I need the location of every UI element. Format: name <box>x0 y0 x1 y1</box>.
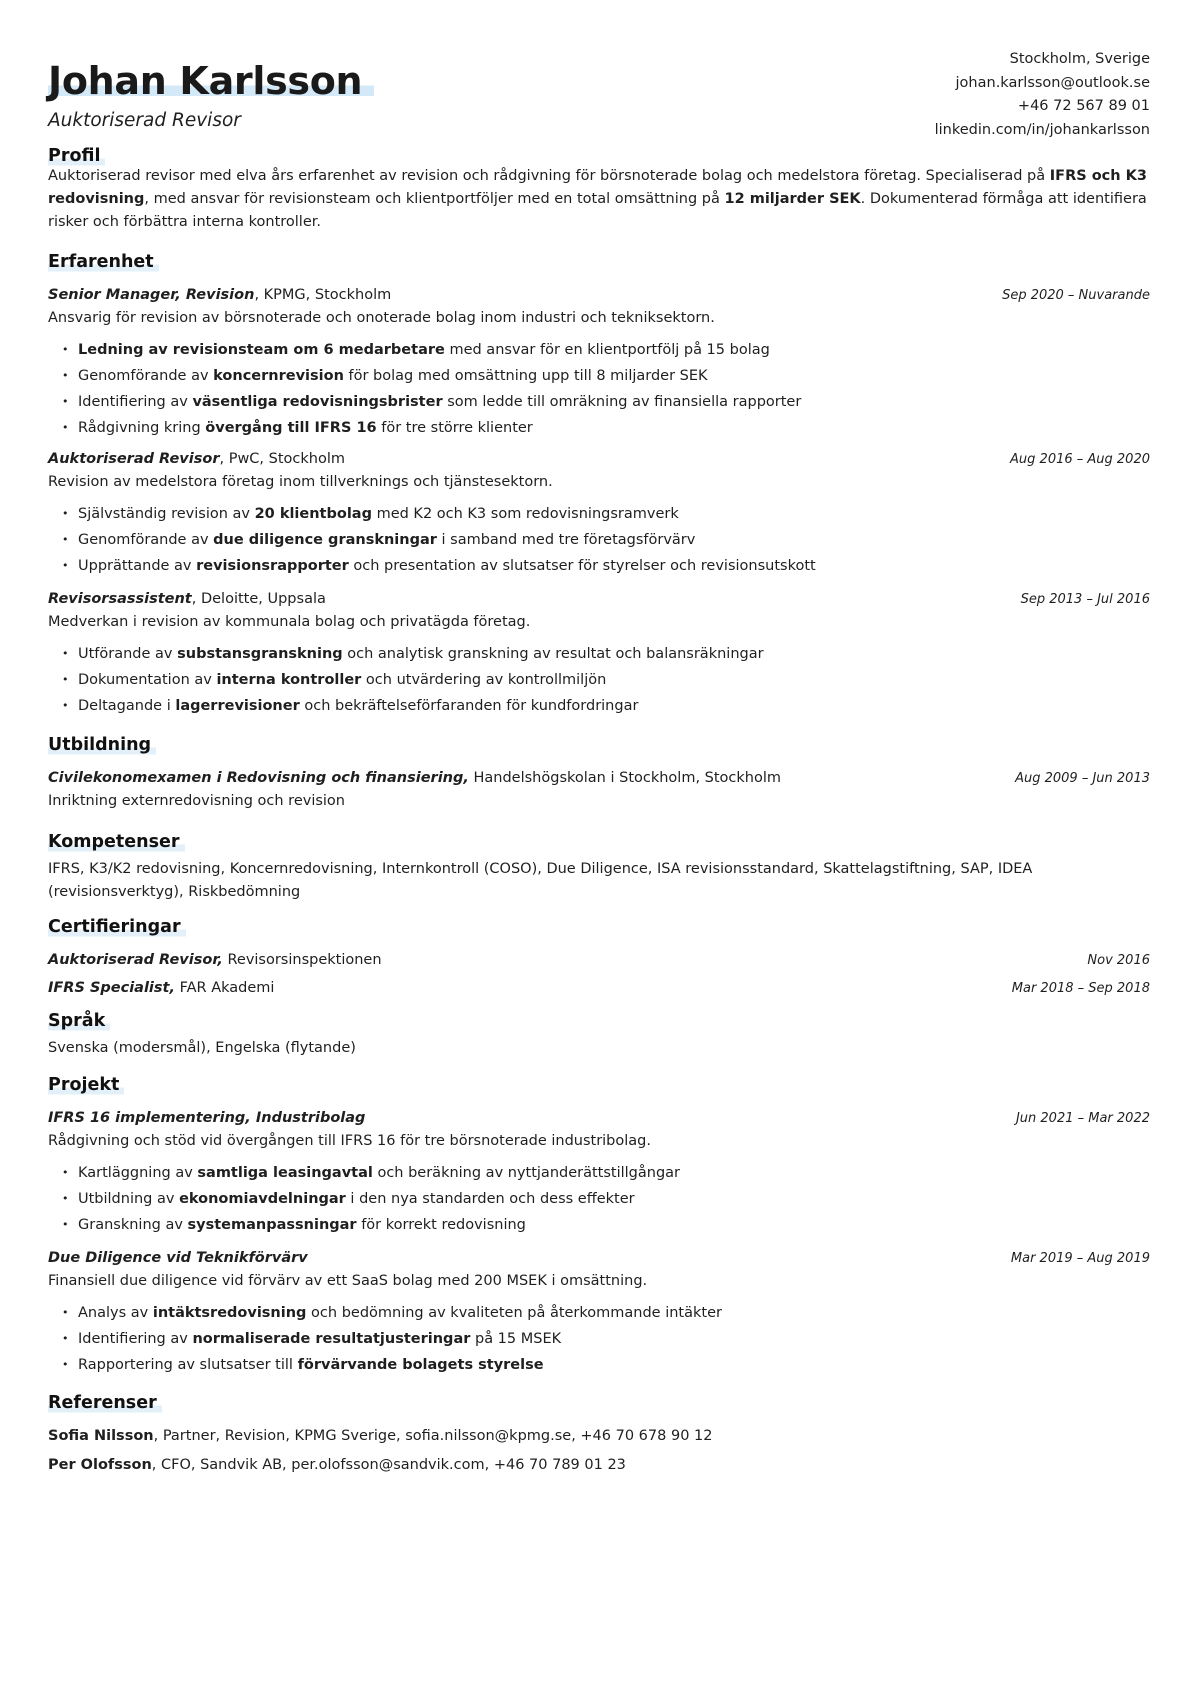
profile-text-part: Auktoriserad revisor med elva års erfarenhet av revision och rådgivning för börsnoterade bolag och medelstora företag. Specialiserad på <box>48 168 1050 184</box>
project-date: Mar 2019 – Aug 2019 <box>1010 1251 1150 1266</box>
profile-text-part: , med ansvar för revisionsteam och klientportföljer med en total omsättning på <box>144 191 725 207</box>
project-header <box>48 1247 1150 1270</box>
education-date: Aug 2009 – Jun 2013 <box>1015 771 1150 786</box>
job-header <box>48 284 1150 307</box>
contact-email[interactable]: johan.karlsson@outlook.se <box>955 74 1150 91</box>
bullet-item: • Ledning av revisionsteam om 6 medarbetare med ansvar för en klientportfölj på 15 bolag <box>48 337 1150 363</box>
project-title: Due Diligence vid Teknikförvärv <box>48 1250 308 1266</box>
reference-details: , CFO, Sandvik AB, per.olofsson@sandvik.com, +46 70 789 01 23 <box>151 1457 626 1473</box>
section-heading-experience: Erfarenhet <box>48 252 159 273</box>
section-heading-languages: Språk <box>48 1011 110 1032</box>
job-bullets <box>48 337 1150 441</box>
certification-row <box>48 949 1150 972</box>
contact-location: Stockholm, Sverige <box>1009 51 1150 67</box>
bullet-item: • Analys av intäktsredovisning och bedömning av kvaliteten på återkommande intäkter <box>48 1300 1150 1326</box>
project-date: Jun 2021 – Mar 2022 <box>1015 1111 1150 1126</box>
resume-header <box>48 46 1150 146</box>
reference-row <box>48 1454 1150 1477</box>
languages-text: Svenska (modersmål), Engelska (flytande) <box>48 1040 356 1056</box>
job-date: Sep 2013 – Jul 2016 <box>1020 592 1150 607</box>
reference-entry <box>48 1425 1150 1448</box>
job-date: Sep 2020 – Nuvarande <box>1002 288 1150 303</box>
school: Handelshögskolan i Stockholm, Stockholm <box>468 770 782 786</box>
section-heading-certifications: Certifieringar <box>48 917 186 938</box>
job-header <box>48 588 1150 611</box>
project-summary: Finansiell due diligence vid förvärv av ett SaaS bolag med 200 MSEK i omsättning. <box>48 1273 648 1289</box>
bullet-item: • Rådgivning kring övergång till IFRS 16 för tre större klienter <box>48 415 1150 441</box>
candidate-name: Johan Karlsson <box>48 62 374 100</box>
project-summary: Rådgivning och stöd vid övergången till IFRS 16 för tre börsnoterade industribolag. <box>48 1133 651 1149</box>
project-entry <box>48 1247 1150 1378</box>
skills-text: IFRS, K3/K2 redovisning, Koncernredovisning, Internkontroll (COSO), Due Diligence, ISA revisionsstandard, Skattelagstiftning, SAP, IDEA (revisionsverktyg), Riskbedömning <box>48 861 1033 900</box>
job-role: Auktoriserad Revisor <box>48 451 220 467</box>
job-summary: Ansvarig för revision av börsnoterade och onoterade bolag inom industri och tekniksektorn. <box>48 310 715 326</box>
reference-row <box>48 1425 1150 1448</box>
job-entry <box>48 284 1150 441</box>
education-section <box>48 735 1150 756</box>
job-header <box>48 448 1150 471</box>
section-heading-profile: Profil <box>48 146 105 167</box>
certifications-section <box>48 917 1150 938</box>
bullet-item: • Utförande av substansgranskning och analytisk granskning av resultat och balansräkningar <box>48 641 1150 667</box>
section-heading-projects: Projekt <box>48 1075 124 1096</box>
degree: Civilekonomexamen i Redovisning och finansiering, <box>48 770 469 786</box>
bullet-item: • Kartläggning av samtliga leasingavtal och beräkning av nyttjanderättstillgångar <box>48 1160 1150 1186</box>
reference-details: , Partner, Revision, KPMG Sverige, sofia.nilsson@kpmg.se, +46 70 678 90 12 <box>153 1428 713 1444</box>
project-entry <box>48 1107 1150 1238</box>
certification-issuer: FAR Akademi <box>174 980 275 996</box>
certification-row <box>48 977 1150 1000</box>
bullet-item: • Självständig revision av 20 klientbolag med K2 och K3 som redovisningsramverk <box>48 501 1150 527</box>
reference-name: Sofia Nilsson <box>48 1428 154 1444</box>
reference-entry <box>48 1454 1150 1477</box>
job-date: Aug 2016 – Aug 2020 <box>1010 452 1150 467</box>
bullet-item: • Genomförande av koncernrevision för bolag med omsättning upp till 8 miljarder SEK <box>48 363 1150 389</box>
bullet-item: • Upprättande av revisionsrapporter och presentation av slutsatser för styrelser och revisionsutskott <box>48 553 1150 579</box>
job-bullets <box>48 641 1150 719</box>
bullet-item: • Deltagande i lagerrevisioner och bekräftelseförfaranden för kundfordringar <box>48 693 1150 719</box>
bullet-item: • Granskning av systemanpassningar för korrekt redovisning <box>48 1212 1150 1238</box>
candidate-title: Auktoriserad Revisor <box>48 110 241 131</box>
job-summary: Medverkan i revision av kommunala bolag och privatägda företag. <box>48 614 531 630</box>
certification-date: Mar 2018 – Sep 2018 <box>1011 981 1150 996</box>
job-entry <box>48 588 1150 719</box>
profile-section <box>48 146 1150 234</box>
profile-text <box>48 165 1150 234</box>
certification-name: Auktoriserad Revisor, <box>48 952 223 968</box>
education-entry <box>48 767 1150 813</box>
section-heading-references: Referenser <box>48 1393 162 1414</box>
certification-entry <box>48 977 1150 1000</box>
bullet-item: • Identifiering av väsentliga redovisningsbrister som ledde till omräkning av finansiella rapporter <box>48 389 1150 415</box>
projects-section <box>48 1075 1150 1096</box>
job-role: Revisorsassistent <box>48 591 192 607</box>
contact-phone: +46 72 567 89 01 <box>1017 98 1150 114</box>
section-heading-skills: Kompetenser <box>48 832 185 853</box>
bullet-item: • Rapportering av slutsatser till förvärvande bolagets styrelse <box>48 1352 1150 1378</box>
resume-page <box>48 46 1150 1473</box>
profile-text-bold: 12 miljarder SEK <box>724 191 861 207</box>
certification-entry <box>48 949 1150 972</box>
education-note: Inriktning externredovisning och revision <box>48 793 345 809</box>
certification-name: IFRS Specialist, <box>48 980 175 996</box>
bullet-item: • Utbildning av ekonomiavdelningar i den nya standarden och dess effekter <box>48 1186 1150 1212</box>
project-bullets <box>48 1300 1150 1378</box>
experience-section <box>48 252 1150 273</box>
reference-name: Per Olofsson <box>48 1457 152 1473</box>
certification-issuer: Revisorsinspektionen <box>222 952 382 968</box>
languages-section <box>48 1011 1150 1060</box>
bullet-item: • Dokumentation av interna kontroller och utvärdering av kontrollmiljön <box>48 667 1150 693</box>
job-entry <box>48 448 1150 579</box>
job-bullets <box>48 501 1150 579</box>
project-title: IFRS 16 implementering, Industribolag <box>48 1110 366 1126</box>
skills-section <box>48 832 1150 904</box>
bullet-item: • Identifiering av normaliserade resultatjusteringar på 15 MSEK <box>48 1326 1150 1352</box>
job-org: , KPMG, Stockholm <box>254 287 392 303</box>
project-bullets <box>48 1160 1150 1238</box>
contact-linkedin[interactable]: linkedin.com/in/johankarlsson <box>934 121 1150 138</box>
job-role: Senior Manager, Revision <box>48 287 255 303</box>
job-org: , PwC, Stockholm <box>219 451 345 467</box>
profile-text-part: . Dokumenterad förmåga att identifiera risker och förbättra interna kontroller. <box>48 191 1147 230</box>
education-header <box>48 767 1150 790</box>
job-org: , Deloitte, Uppsala <box>191 591 326 607</box>
section-heading-education: Utbildning <box>48 735 156 756</box>
certification-date: Nov 2016 <box>1087 953 1150 968</box>
profile-text-bold: IFRS och K3 redovisning <box>48 168 1147 207</box>
references-section <box>48 1393 1150 1414</box>
bullet-item: • Genomförande av due diligence granskningar i samband med tre företagsförvärv <box>48 527 1150 553</box>
job-summary: Revision av medelstora företag inom tillverknings och tjänstesektorn. <box>48 474 553 490</box>
contact-block <box>935 48 1150 142</box>
project-header <box>48 1107 1150 1130</box>
